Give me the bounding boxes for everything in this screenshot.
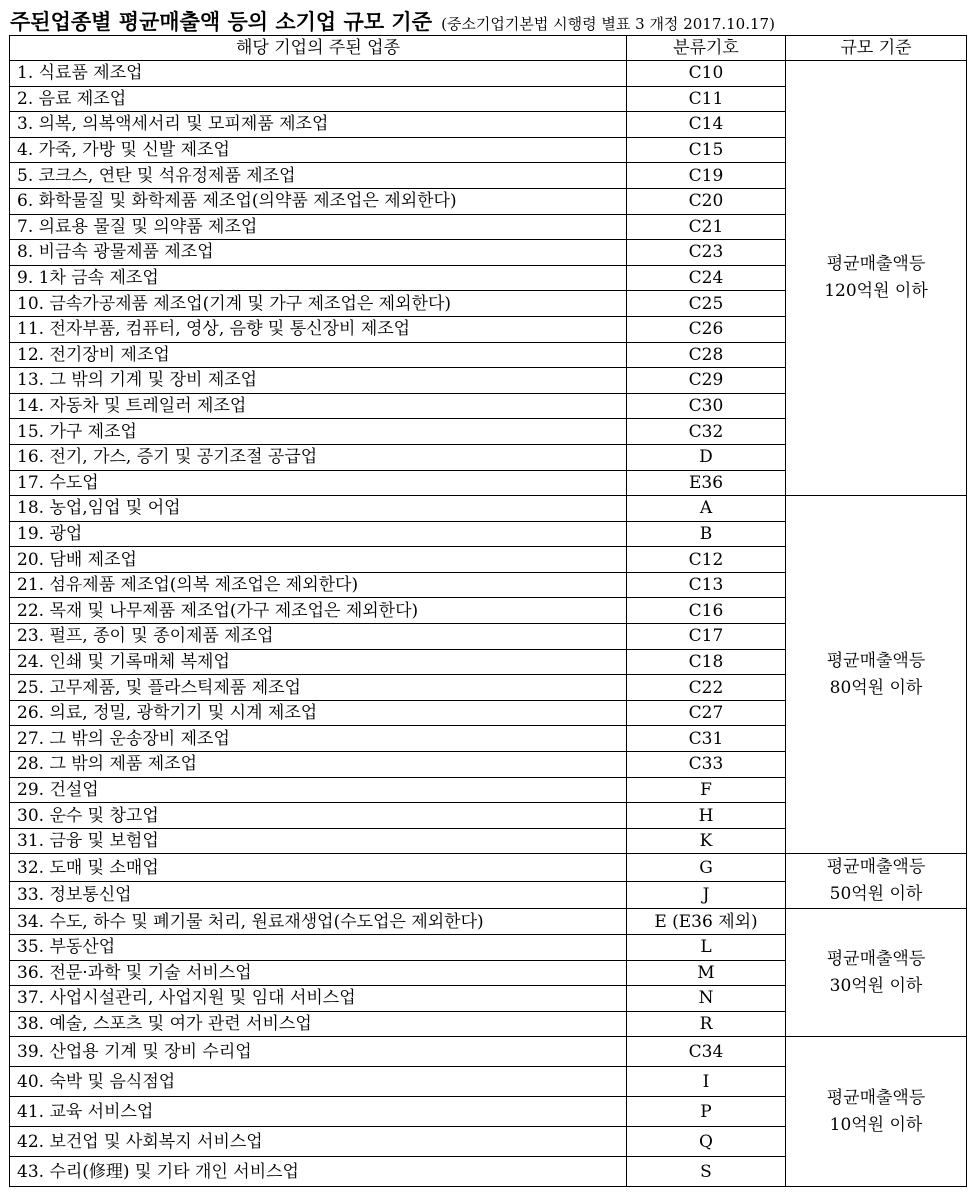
classification-code-cell: C22 (627, 675, 786, 701)
industry-name-cell: 33. 정보통신업 (10, 881, 627, 909)
industry-name-cell: 2. 음료 제조업 (10, 86, 627, 112)
size-criterion-value: 30억원 이하 (829, 975, 923, 996)
table-body (10, 61, 967, 1187)
industry-name-cell: 30. 운수 및 창고업 (10, 803, 627, 829)
industry-name-cell: 17. 수도업 (10, 470, 627, 496)
industry-name-cell: 25. 고무제품, 및 플라스틱제품 제조업 (10, 675, 627, 701)
industry-name-cell: 15. 가구 제조업 (10, 419, 627, 445)
classification-code-cell: M (627, 960, 786, 986)
industry-name-cell: 28. 그 밖의 제품 제조업 (10, 752, 627, 778)
classification-code-cell: C29 (627, 368, 786, 394)
header-size: 규모 기준 (786, 36, 967, 61)
header-code: 분류기호 (627, 36, 786, 61)
classification-code-cell: S (627, 1157, 786, 1187)
classification-code-cell: C13 (627, 572, 786, 598)
classification-code-cell: C28 (627, 342, 786, 368)
classification-code-cell: A (627, 496, 786, 522)
classification-code-cell: C10 (627, 61, 786, 87)
classification-code-cell: C21 (627, 214, 786, 240)
industry-name-cell: 37. 사업시설관리, 사업지원 및 임대 서비스업 (10, 986, 627, 1012)
header-industry: 해당 기업의 주된 업종 (10, 36, 627, 61)
industry-name-cell: 43. 수리(修理) 및 기타 개인 서비스업 (10, 1157, 627, 1187)
size-criteria-table (9, 35, 967, 1187)
industry-name-cell: 18. 농업,임업 및 어업 (10, 496, 627, 522)
table-row (10, 1037, 967, 1067)
industry-name-cell: 12. 전기장비 제조업 (10, 342, 627, 368)
classification-code-cell: C16 (627, 598, 786, 624)
industry-name-cell: 6. 화학물질 및 화학제품 제조업(의약품 제조업은 제외한다) (10, 188, 627, 214)
size-criterion-label: 평균매출액등 (826, 650, 926, 671)
classification-code-cell: E36 (627, 470, 786, 496)
classification-code-cell: C15 (627, 137, 786, 163)
table-row (10, 496, 967, 522)
classification-code-cell: Q (627, 1127, 786, 1157)
title-main: 주된업종별 평균매출액 등의 소기업 규모 기준 (10, 10, 432, 34)
classification-code-cell: G (627, 854, 786, 882)
classification-code-cell: H (627, 803, 786, 829)
classification-code-cell: C33 (627, 752, 786, 778)
classification-code-cell: B (627, 521, 786, 547)
classification-code-cell: I (627, 1067, 786, 1097)
size-criterion-cell (786, 61, 967, 496)
industry-name-cell: 39. 산업용 기계 및 장비 수리업 (10, 1037, 627, 1067)
classification-code-cell: C31 (627, 726, 786, 752)
title-subtitle: (중소기업기본법 시행령 별표 3 개정 2017.10.17) (441, 15, 775, 33)
industry-name-cell: 26. 의료, 정밀, 광학기기 및 시계 제조업 (10, 700, 627, 726)
classification-code-cell: C11 (627, 86, 786, 112)
industry-name-cell: 20. 담배 제조업 (10, 547, 627, 573)
industry-name-cell: 40. 숙박 및 음식점업 (10, 1067, 627, 1097)
industry-name-cell: 23. 펄프, 종이 및 종이제품 제조업 (10, 624, 627, 650)
table-row (10, 61, 967, 87)
classification-code-cell: C27 (627, 700, 786, 726)
industry-name-cell: 1. 식료품 제조업 (10, 61, 627, 87)
classification-code-cell: C23 (627, 240, 786, 266)
size-criterion-label: 평균매출액등 (826, 948, 926, 969)
classification-code-cell: C32 (627, 419, 786, 445)
classification-code-cell: C18 (627, 649, 786, 675)
classification-code-cell: C12 (627, 547, 786, 573)
industry-name-cell: 3. 의복, 의복액세서리 및 모피제품 제조업 (10, 112, 627, 138)
classification-code-cell: C25 (627, 291, 786, 317)
industry-name-cell: 29. 건설업 (10, 777, 627, 803)
size-criterion-label: 평균매출액등 (826, 254, 926, 275)
classification-code-cell: C26 (627, 316, 786, 342)
industry-name-cell: 16. 전기, 가스, 증기 및 공기조절 공급업 (10, 444, 627, 470)
industry-name-cell: 13. 그 밖의 기계 및 장비 제조업 (10, 368, 627, 394)
size-criterion-label: 평균매출액등 (826, 1087, 926, 1108)
classification-code-cell: C34 (627, 1037, 786, 1067)
classification-code-cell: F (627, 777, 786, 803)
classification-code-cell: C20 (627, 188, 786, 214)
industry-name-cell: 11. 전자부품, 컴퓨터, 영상, 음향 및 통신장비 제조업 (10, 316, 627, 342)
classification-code-cell: C14 (627, 112, 786, 138)
industry-name-cell: 19. 광업 (10, 521, 627, 547)
classification-code-cell: C24 (627, 265, 786, 291)
industry-name-cell: 5. 코크스, 연탄 및 석유정제품 제조업 (10, 163, 627, 189)
industry-name-cell: 9. 1차 금속 제조업 (10, 265, 627, 291)
industry-name-cell: 35. 부동산업 (10, 935, 627, 961)
industry-name-cell: 22. 목재 및 나무제품 제조업(가구 제조업은 제외한다) (10, 598, 627, 624)
classification-code-cell: D (627, 444, 786, 470)
industry-name-cell: 4. 가죽, 가방 및 신발 제조업 (10, 137, 627, 163)
industry-name-cell: 31. 금융 및 보험업 (10, 828, 627, 854)
industry-name-cell: 14. 자동차 및 트레일러 제조업 (10, 393, 627, 419)
industry-name-cell: 27. 그 밖의 운송장비 제조업 (10, 726, 627, 752)
classification-code-cell: C30 (627, 393, 786, 419)
classification-code-cell: R (627, 1011, 786, 1037)
size-criterion-label: 평균매출액등 (826, 857, 926, 878)
table-row (10, 909, 967, 935)
classification-code-cell: L (627, 935, 786, 961)
industry-name-cell: 10. 금속가공제품 제조업(기계 및 가구 제조업은 제외한다) (10, 291, 627, 317)
size-criterion-value: 10억원 이하 (829, 1114, 923, 1135)
industry-name-cell: 42. 보건업 및 사회복지 서비스업 (10, 1127, 627, 1157)
size-criterion-value: 120억원 이하 (824, 281, 928, 302)
industry-name-cell: 8. 비금속 광물제품 제조업 (10, 240, 627, 266)
table-header-row (10, 36, 967, 61)
classification-code-cell: C19 (627, 163, 786, 189)
classification-code-cell: E (E36 제외) (627, 909, 786, 935)
classification-code-cell: J (627, 881, 786, 909)
size-criterion-cell (786, 854, 967, 909)
size-criterion-cell (786, 1037, 967, 1187)
industry-name-cell: 38. 예술, 스포츠 및 여가 관련 서비스업 (10, 1011, 627, 1037)
industry-name-cell: 32. 도매 및 소매업 (10, 854, 627, 882)
industry-name-cell: 41. 교육 서비스업 (10, 1097, 627, 1127)
industry-name-cell: 24. 인쇄 및 기록매체 복제업 (10, 649, 627, 675)
classification-code-cell: N (627, 986, 786, 1012)
industry-name-cell: 7. 의료용 물질 및 의약품 제조업 (10, 214, 627, 240)
classification-code-cell: C17 (627, 624, 786, 650)
industry-name-cell: 34. 수도, 하수 및 폐기물 처리, 원료재생업(수도업은 제외한다) (10, 909, 627, 935)
document-title (10, 6, 960, 34)
classification-code-cell: P (627, 1097, 786, 1127)
industry-name-cell: 36. 전문·과학 및 기술 서비스업 (10, 960, 627, 986)
size-criterion-cell (786, 909, 967, 1037)
industry-name-cell: 21. 섬유제품 제조업(의복 제조업은 제외한다) (10, 572, 627, 598)
size-criterion-cell (786, 496, 967, 854)
size-criterion-value: 50억원 이하 (829, 884, 923, 905)
classification-code-cell: K (627, 828, 786, 854)
size-criterion-value: 80억원 이하 (829, 677, 923, 698)
table-row (10, 854, 967, 882)
